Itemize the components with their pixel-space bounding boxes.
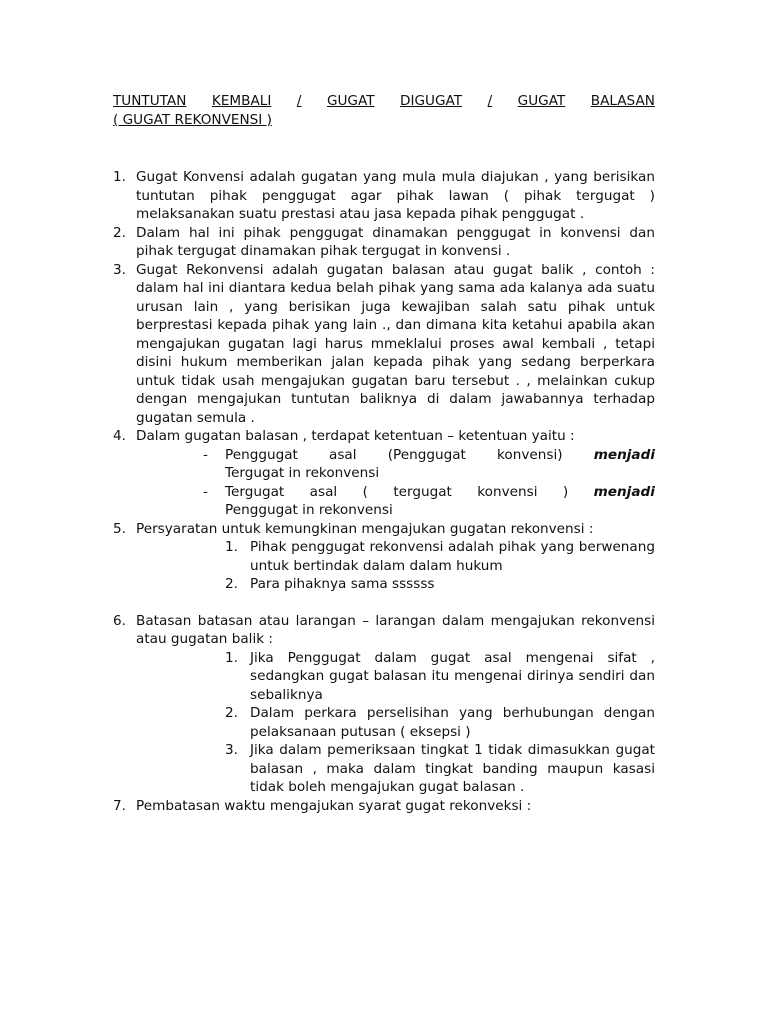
sub-text: Dalam perkara perselisihan yang berhubungan dengan pelaksanaan putusan ( eksepsi ) xyxy=(250,705,655,740)
title-word: GUGAT xyxy=(326,93,375,109)
title-word: TUNTUTAN xyxy=(113,93,187,109)
dash-line-1 xyxy=(225,446,655,465)
title-word: BALASAN xyxy=(590,93,655,109)
dash-marker: - xyxy=(203,483,208,500)
sub-number: 1. xyxy=(225,649,238,666)
sub-number: 2. xyxy=(225,705,238,721)
sub-item-5-2 xyxy=(113,575,655,594)
title-line-1 xyxy=(113,92,655,111)
dash-word: tergugat xyxy=(393,483,452,500)
item-text: Dalam hal ini pihak penggugat dinamakan penggugat in konvensi dan pihak tergugat dinamakan pihak tergugat in konvensi . xyxy=(136,224,655,259)
dash-word: Penggugat xyxy=(225,446,298,463)
item-text: Dalam gugatan balasan , terdapat ketentuan – ketentuan yaitu : xyxy=(136,428,575,444)
sub-item-6-1 xyxy=(113,649,655,705)
dash-word: konvensi xyxy=(477,483,538,500)
sub-number: 2. xyxy=(225,576,238,592)
item-text: Gugat Konvensi adalah gugatan yang mula mula diajukan , yang berisikan tuntutan pihak penggugat agar pihak lawan ( pihak tergugat ) melaksanakan suatu prestasi atau jasa kepada pihak penggugat . xyxy=(136,169,655,222)
item-text: Persyaratan untuk kemungkinan mengajukan gugatan rekonvensi : xyxy=(136,520,594,537)
dash-word: ( xyxy=(362,483,368,500)
dash-word: konvensi) xyxy=(497,446,563,463)
list-item-3 xyxy=(113,261,655,428)
sub-text: Pihak penggugat rekonvensi adalah pihak yang berwenang untuk bertindak dalam dalam hukum xyxy=(250,539,655,574)
sub-number: 1. xyxy=(225,539,238,555)
numbered-list xyxy=(113,168,655,815)
dash-line-1 xyxy=(225,483,655,502)
dash-word: Tergugat xyxy=(225,483,285,500)
emphasis-word: menjadi xyxy=(593,483,655,500)
sub-number: 3. xyxy=(225,742,238,758)
item-number: 4. xyxy=(113,428,126,444)
list-item-7 xyxy=(113,797,655,816)
sub-text: Jika Penggugat dalam gugat asal mengenai sifat , sedangkan gugat balasan itu mengenai dirinya sendiri dan sebaliknya xyxy=(250,649,655,703)
title-word: GUGAT xyxy=(517,93,566,109)
title-word: KEMBALI xyxy=(211,93,272,109)
dash-item-1 xyxy=(113,446,655,483)
sub-item-5-1 xyxy=(113,538,655,575)
list-item-2 xyxy=(113,224,655,261)
item-number: 2. xyxy=(113,224,126,241)
title-word: / xyxy=(296,93,302,109)
sub-text: Para pihaknya sama ssssss xyxy=(250,576,435,592)
dash-marker: - xyxy=(203,446,208,463)
title-line-2: ( GUGAT REKONVENSI ) xyxy=(113,112,272,128)
item-text: Pembatasan waktu mengajukan syarat gugat rekonveksi : xyxy=(136,797,532,814)
dash-word: (Penggugat xyxy=(387,446,466,463)
title-word: / xyxy=(487,93,493,109)
item-text: Gugat Rekonvensi adalah gugatan balasan atau gugat balik , contoh : dalam hal ini diantara kedua belah pihak yang sama ada kalanya ada suatu urusan lain , yang berisikan juga kewajiban salah satu pihak untuk berprestasi kepada pihak yang lain ., dan dimana kita ketahui apabila akan mengajukan gugatan lagi harus mmeklalui proses awal kembali , tetapi disini hukum memberikan jalan kepada pihak yang sedang berperkara untuk tidak usah mengajukan gugatan baru tersebut . , melainkan cukup dengan mengajukan tuntutan baliknya di dalam jawabannya terhadap gugatan semula . xyxy=(136,261,655,426)
dash-word: asal xyxy=(329,446,357,463)
dash-word: asal xyxy=(309,483,338,500)
title-word: DIGUGAT xyxy=(400,93,463,109)
dash-item-2 xyxy=(113,483,655,520)
emphasis-word: menjadi xyxy=(593,446,655,463)
dash-line-2: Penggugat in rekonvensi xyxy=(225,502,393,518)
list-item-5 xyxy=(113,520,655,539)
document-title xyxy=(113,92,655,130)
sub-item-6-3 xyxy=(113,741,655,797)
list-item-6 xyxy=(113,612,655,649)
item-text: Batasan batasan atau larangan – larangan dalam mengajukan rekonvensi atau gugatan balik : xyxy=(136,612,655,647)
item-number: 5. xyxy=(113,520,126,537)
list-item-4 xyxy=(113,427,655,446)
dash-word: ) xyxy=(562,483,569,500)
sub-item-6-2 xyxy=(113,704,655,741)
dash-line-2: Tergugat in rekonvensi xyxy=(225,465,380,481)
item-number: 1. xyxy=(113,169,126,185)
item-number: 7. xyxy=(113,797,126,814)
sub-text: Jika dalam pemeriksaan tingkat 1 tidak dimasukkan gugat balasan , maka dalam tingkat banding maupun kasasi tidak boleh mengajukan gugat balasan . xyxy=(250,742,655,795)
item-number: 6. xyxy=(113,612,126,629)
item-number: 3. xyxy=(113,261,126,278)
list-item-1 xyxy=(113,168,655,224)
